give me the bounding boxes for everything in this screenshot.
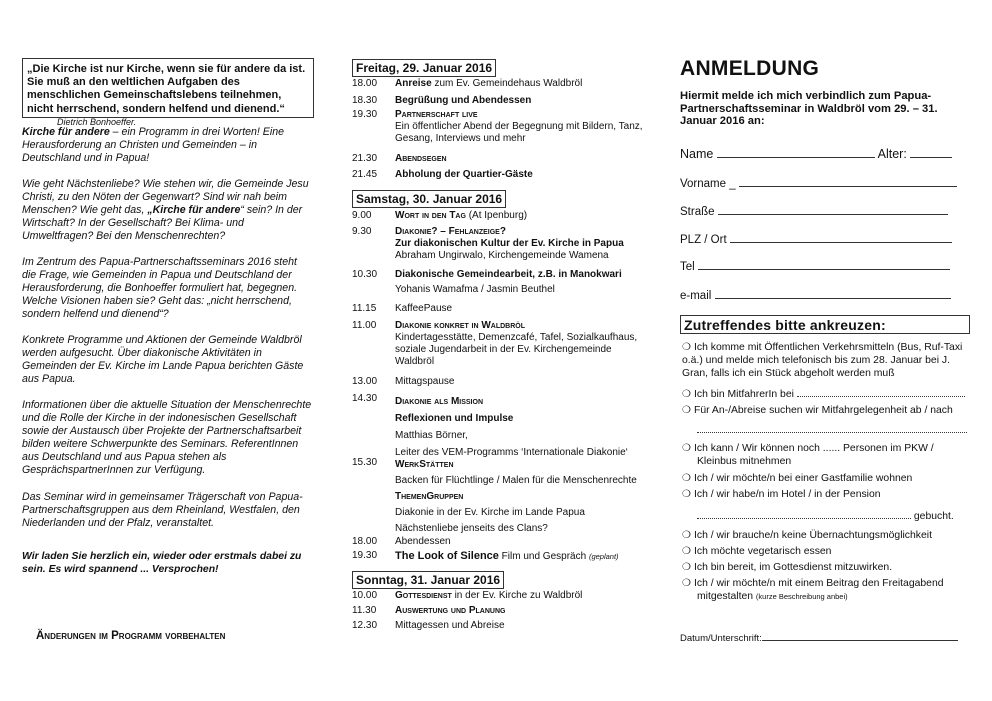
program-detail: Backen für Flüchtlinge / Malen für die Menschenrechte xyxy=(395,475,637,486)
program-title: Abholung der Quartier-Gäste xyxy=(395,169,533,180)
program-title: Mittagessen und Abreise xyxy=(395,620,505,631)
option-vegetarian[interactable] xyxy=(682,545,972,558)
program-title: Auswertung und Planung xyxy=(395,605,506,616)
program-title: Begrüßung und Abendessen xyxy=(395,95,532,106)
program-title: Diakonie? – Fehlanzeige? xyxy=(395,226,506,237)
program-detail: Abraham Ungirwalo, Kirchengemeinde Wamena xyxy=(395,250,609,261)
intro-p1-bold: Kirche für andere xyxy=(22,126,110,138)
checkbox-icon[interactable]: ❍ xyxy=(682,530,691,541)
program-time: 11.15 xyxy=(352,303,377,314)
intro-p2-end: “ sein? In der Wirtschaft? In der Gesellschaft? Bei Klima- und Umweltfragen? Bei den Menschenrechten? xyxy=(22,204,303,243)
checkbox-icon[interactable]: ❍ xyxy=(682,546,691,557)
name-line[interactable] xyxy=(717,146,875,158)
option-label-cont: Kleinbus mitnehmen xyxy=(697,456,792,467)
name-field[interactable] xyxy=(680,146,952,161)
checkbox-icon[interactable]: ❍ xyxy=(682,562,691,573)
program-title: Diakonie als Mission xyxy=(395,396,484,407)
option-ride-search[interactable] xyxy=(682,404,972,437)
age-label: Alter: xyxy=(877,147,907,161)
vorname-label: Vorname _ xyxy=(680,178,736,190)
program-title: Anreise xyxy=(395,78,432,89)
program-detail: Kindertagesstätte, Demenzcafé, Tafel, Sozialkaufhaus, soziale Jugendarbeit in der Ev. Kirchengemeinde Waldbröl xyxy=(395,332,638,367)
closing-invitation: Wir laden Sie herzlich ein, wieder oder erstmals dabei zu sein. Es wird spannend ... Versprochen! xyxy=(22,551,302,575)
intro-paragraph-2 xyxy=(22,178,314,243)
intro-p2-start: Wie geht Nächstenliebe? Wie stehen wir, die Gemeinde Jesu Christi, zu den Nöten der Gegenwart? Sind wir nah beim Menschen? Wie geht das, xyxy=(22,178,309,217)
program-changes-note: Änderungen im Programm vorbehalten xyxy=(36,630,226,642)
program-title: The Look of Silence xyxy=(395,550,499,562)
signature-label: Datum/Unterschrift: xyxy=(680,633,762,644)
option-worship[interactable] xyxy=(682,561,972,574)
program-time: 14.30 xyxy=(352,393,378,404)
age-line[interactable] xyxy=(910,146,952,158)
ride-search-line[interactable] xyxy=(697,423,967,433)
program-title: Partnerschaft live xyxy=(395,109,478,120)
program-detail: zum Ev. Gemeindehaus Waldbröl xyxy=(431,78,583,89)
program-time: 19.30 xyxy=(352,550,378,561)
program-title: Abendsegen xyxy=(395,153,447,164)
checkbox-icon[interactable]: ❍ xyxy=(682,473,691,484)
email-label: e-mail xyxy=(680,290,712,302)
intro-paragraph-5: Informationen über die aktuelle Situation der Menschenrechte und die Rolle der Kirche in der indonesischen Gesellschaft sowie der Austausch über Projekte der Partnerschaftsarbeit bilden weitere Schwerpunkte des Seminars. ReferentInnen aus Deutschland und aus Papua stehen als GesprächspartnerInnen zur Verfügung. xyxy=(22,399,312,477)
program-time: 21.45 xyxy=(352,169,378,180)
program-time: 10.00 xyxy=(352,590,378,601)
intro-p1-rest: – ein Programm in drei Worten! Eine Herausforderung an Christen und Gemeinden – in Deutschland und in Papua! xyxy=(22,126,285,165)
signature-field[interactable] xyxy=(680,631,958,644)
option-label: Ich komme mit Öffentlichen Verkehrsmitteln (Bus, Ruf-Taxi o.ä.) und melde mich telefonisch bis zum 28. Januar bei J. Gran, falls ich ein Stück abgeholt werden muß xyxy=(682,342,963,379)
program-time: 9.00 xyxy=(352,210,372,221)
intro-paragraph-1 xyxy=(22,126,314,165)
option-passenger[interactable] xyxy=(682,387,972,401)
option-offer-ride[interactable] xyxy=(682,442,972,468)
program-title: Abendessen xyxy=(395,536,451,547)
name-label: Name xyxy=(680,147,714,161)
intro-paragraph-3: Im Zentrum des Papua-Partnerschaftsseminars 2016 steht die Frage, wie Gemeinden in Papua und Deutschland der Herausforderung, die Bonhoeffer formuliert hat, begegnen. Welche Visionen haben sie? Geht das: „nicht herrschend, sondern helfend und dienend“? xyxy=(22,256,298,321)
option-note: (kurze Beschreibung anbei) xyxy=(755,592,848,601)
email-line[interactable] xyxy=(715,287,951,299)
plz-ort-field[interactable] xyxy=(680,231,952,246)
option-label: Ich bin MitfahrerIn bei xyxy=(694,389,794,400)
program-subtitle: Reflexionen und Impulse xyxy=(395,413,514,424)
option-hotel[interactable] xyxy=(682,488,972,523)
option-label: Ich möchte vegetarisch essen xyxy=(694,546,832,557)
option-label: Ich / wir möchte/n bei einer Gastfamilie wohnen xyxy=(694,473,913,484)
program-subtitle: Zur diakonischen Kultur der Ev. Kirche in Papua xyxy=(395,238,624,249)
program-title: Mittagspause xyxy=(395,376,455,387)
vorname-line[interactable] xyxy=(739,175,957,187)
strasse-label: Straße xyxy=(680,206,715,218)
option-host-family[interactable] xyxy=(682,472,972,485)
checkbox-icon[interactable]: ❍ xyxy=(682,405,691,416)
option-label: Ich / wir habe/n im Hotel / in der Pension xyxy=(694,489,881,500)
option-label: Ich / wir brauche/n keine Übernachtungsmöglichkeit xyxy=(694,530,932,541)
checkbox-icon[interactable]: ❍ xyxy=(682,578,691,589)
program-detail: Nächstenliebe jenseits des Clans? xyxy=(395,523,548,534)
program-time: 13.00 xyxy=(352,376,378,387)
checkbox-icon[interactable]: ❍ xyxy=(682,443,691,454)
strasse-field[interactable] xyxy=(680,203,948,218)
day-heading-saturday: Samstag, 30. Januar 2016 xyxy=(352,190,506,208)
option-public-transport[interactable] xyxy=(682,341,972,380)
program-detail: Yohanis Wamafma / Jasmin Beuthel xyxy=(395,284,555,295)
program-title: Diakonische Gemeindearbeit, z.B. in Manokwari xyxy=(395,269,622,280)
quote-author: Dietrich Bonhoeffer. xyxy=(57,116,137,127)
hotel-line[interactable] xyxy=(697,509,911,519)
program-time: 15.30 xyxy=(352,457,378,468)
program-detail: Leiter des VEM-Programms ‘Internationale Diakonie‘ xyxy=(395,447,628,458)
option-label-cont: gebucht. xyxy=(913,511,954,522)
program-title: Gottesdienst xyxy=(395,590,452,601)
checkbox-section-heading: Zutreffendes bitte ankreuzen: xyxy=(680,315,970,334)
day-heading-sunday: Sonntag, 31. Januar 2016 xyxy=(352,571,504,589)
plz-ort-label: PLZ / Ort xyxy=(680,234,727,246)
intro-paragraph-6: Das Seminar wird in gemeinsamer Trägerschaft von Papua-Partnerschaftsgruppen aus dem Rheinland, Westfalen, den Niederlanden und der Pfalz, veranstaltet. xyxy=(22,491,303,530)
program-time: 19.30 xyxy=(352,109,378,120)
day-heading-friday: Freitag, 29. Januar 2016 xyxy=(352,59,496,77)
tel-line[interactable] xyxy=(698,258,950,270)
option-contribution[interactable] xyxy=(682,577,972,603)
option-label: Für An-/Abreise suchen wir Mitfahrgelegenheit ab / nach xyxy=(694,405,953,416)
passenger-line[interactable] xyxy=(797,387,965,397)
vorname-field[interactable] xyxy=(680,175,957,190)
plz-ort-line[interactable] xyxy=(730,231,952,243)
program-time: 21.30 xyxy=(352,153,378,164)
program-detail: Film und Gespräch xyxy=(498,551,589,562)
option-label: Ich kann / Wir können noch ...... Personen im PKW / xyxy=(694,443,934,454)
email-field[interactable] xyxy=(680,287,951,302)
option-label-cont: mitgestalten xyxy=(697,591,754,602)
program-time: 9.30 xyxy=(352,226,372,237)
form-subtitle: Hiermit melde ich mich verbindlich zum Papua-Partnerschaftsseminar in Waldbröl vom 29. – 31. Januar 2016 an: xyxy=(680,90,938,128)
option-label: Ich / wir möchte/n mit einem Beitrag den Freitagabend xyxy=(694,578,944,589)
program-title: KaffeePause xyxy=(395,303,453,314)
program-detail: Ein öffentlicher Abend der Begegnung mit Bildern, Tanz, Gesang, Interviews und mehr xyxy=(395,121,643,144)
intro-paragraph-4: Konkrete Programme und Aktionen der Gemeinde Waldbröl werden aufgesucht. Über diakonische Aktivitäten in Gemeinden der Ev. Kirche im Lande Papua berichten Gäste aus Papua. xyxy=(22,334,304,386)
program-detail: Matthias Börner, xyxy=(395,430,468,441)
checkbox-icon[interactable]: ❍ xyxy=(682,489,691,500)
form-title: ANMELDUNG xyxy=(680,57,820,80)
program-time: 11.00 xyxy=(352,320,377,331)
program-detail: Diakonie in der Ev. Kirche im Lande Papua xyxy=(395,507,585,518)
program-time: 18.30 xyxy=(352,95,378,106)
program-title: WerkStätten xyxy=(395,459,454,470)
program-detail: in der Ev. Kirche zu Waldbröl xyxy=(451,590,583,601)
program-title: Wort in den Tag xyxy=(395,210,466,221)
program-detail: (At Ipenburg) xyxy=(465,210,528,221)
option-label: Ich bin bereit, im Gottesdienst mitzuwirken. xyxy=(694,562,893,573)
strasse-line[interactable] xyxy=(718,203,948,215)
program-title: Diakonie konkret in Waldbröl xyxy=(395,320,525,331)
tel-label: Tel xyxy=(680,261,695,273)
intro-p2-bold: „Kirche für andere xyxy=(147,204,241,217)
checkbox-icon[interactable]: ❍ xyxy=(682,342,691,353)
checkbox-icon[interactable]: ❍ xyxy=(682,389,691,400)
program-time: 18.00 xyxy=(352,78,378,89)
program-time: 12.30 xyxy=(352,620,378,631)
program-subtitle: ThemenGruppen xyxy=(395,491,464,502)
program-time: 11.30 xyxy=(352,605,377,616)
signature-line[interactable] xyxy=(762,631,958,641)
tel-field[interactable] xyxy=(680,258,950,273)
program-time: 10.30 xyxy=(352,269,378,280)
bonhoeffer-quote-box xyxy=(22,58,314,127)
program-time: 18.00 xyxy=(352,536,378,547)
option-no-accommodation[interactable] xyxy=(682,529,972,542)
quote-text: „Die Kirche ist nur Kirche, wenn sie für andere da ist. Sie muß an den weltlichen Aufgaben des menschlichen Gemeinschaftslebens teilnehmen, nicht herrschend, sondern helfend und dienend.“ xyxy=(27,63,306,115)
program-note: (geplant) xyxy=(588,552,619,561)
